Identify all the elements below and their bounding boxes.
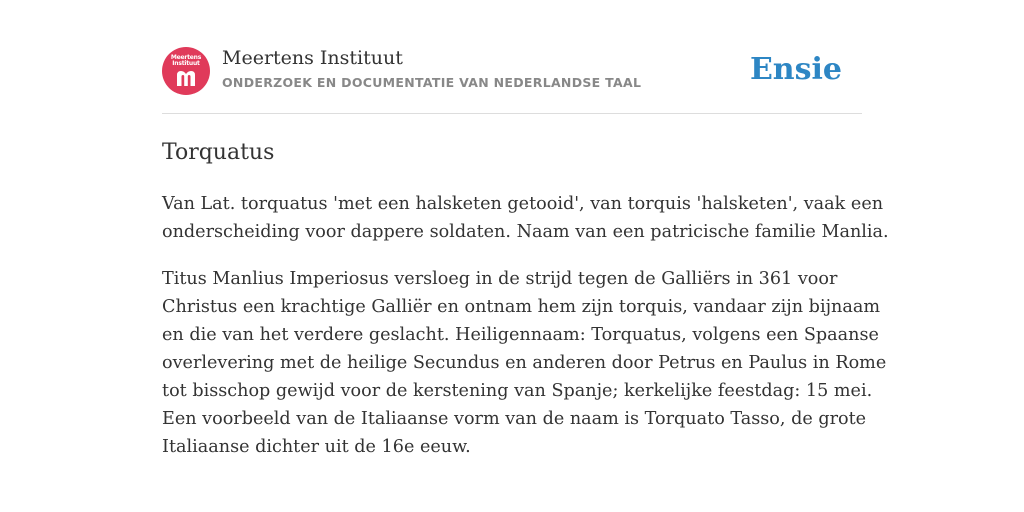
org-tagline: ONDERZOEK EN DOCUMENTATIE VAN NEDERLANDSE TAAL xyxy=(222,75,642,90)
paragraph-line: en die van het verdere geslacht. Heiligennaam: Torquatus, volgens een Spaanse xyxy=(162,325,879,345)
paragraph-line: tot bisschop gewijd voor de kerstening van Spanje; kerkelijke feestdag: 15 mei. xyxy=(162,381,873,401)
article-title: Torquatus xyxy=(162,140,275,165)
header-divider xyxy=(162,113,862,114)
paragraph-line: onderscheiding voor dappere soldaten. Naam van een patricische familie Manlia. xyxy=(162,222,889,242)
paragraph-line: overlevering met de heilige Secundus en anderen door Petrus en Paulus in Rome xyxy=(162,353,887,373)
logo-text-line2: Instituut xyxy=(172,60,200,67)
m-letter-icon xyxy=(176,69,196,87)
org-name[interactable]: Meertens Instituut xyxy=(222,47,403,69)
header xyxy=(162,46,862,96)
logo-text-line1: Meertens xyxy=(170,54,202,61)
paragraph-line: Titus Manlius Imperiosus versloeg in de strijd tegen de Galliërs in 361 voor xyxy=(162,269,838,289)
ensie-brand-logo[interactable]: Ensie xyxy=(749,52,842,87)
paragraph-line: Italiaanse dichter uit de 16e eeuw. xyxy=(162,437,471,457)
paragraph-line: Christus een krachtige Galliër en ontnam hem zijn torquis, vandaar zijn bijnaam xyxy=(162,297,881,317)
paragraph-line: Een voorbeeld van de Italiaanse vorm van de naam is Torquato Tasso, de grote xyxy=(162,409,867,429)
meertens-logo-icon[interactable] xyxy=(162,47,210,95)
article-paragraph-2 xyxy=(162,265,887,461)
paragraph-line: Van Lat. torquatus 'met een halsketen getooid', van torquis 'halsketen', vaak een xyxy=(162,194,884,214)
article-paragraph-1 xyxy=(162,190,889,246)
